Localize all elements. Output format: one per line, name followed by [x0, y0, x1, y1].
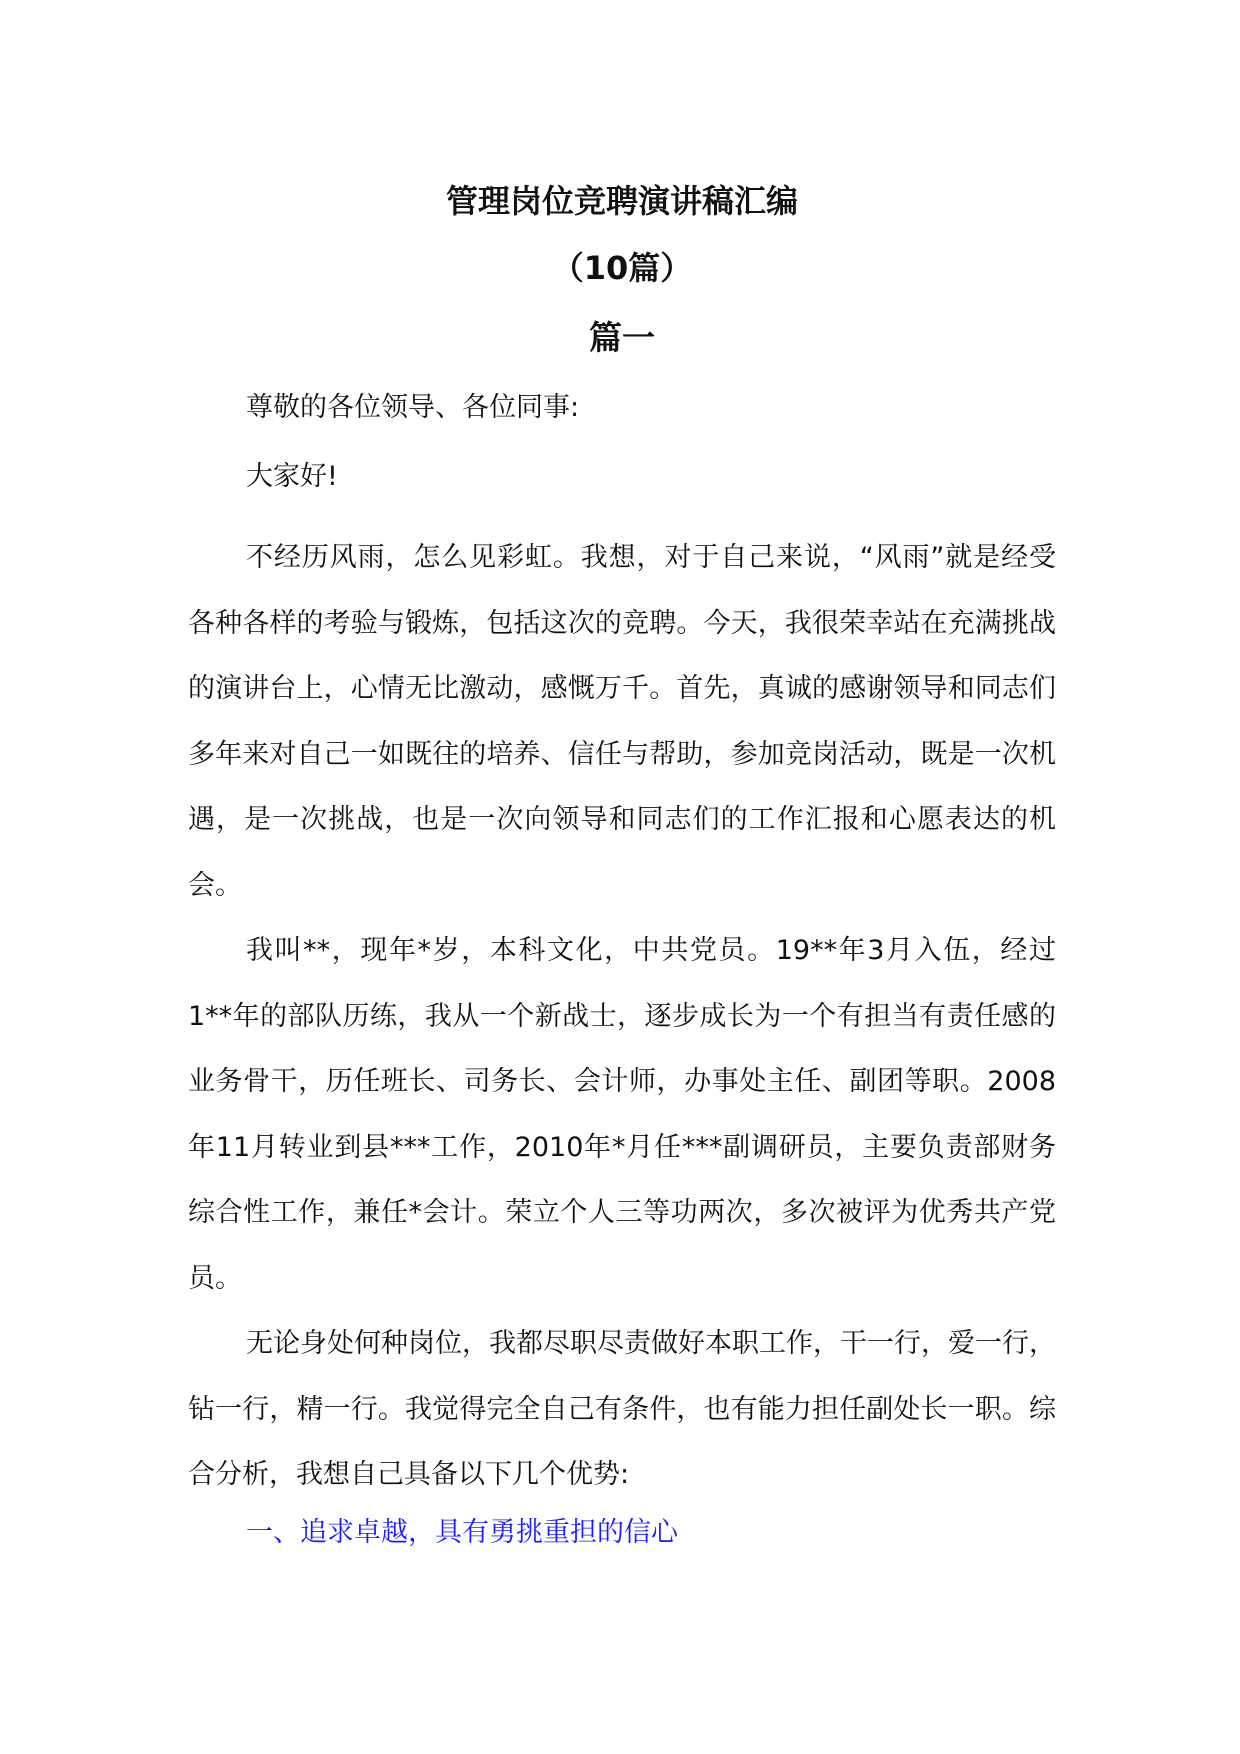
- paragraph-background: 我叫**，现年*岁，本科文化，中共党员。19**年3月入伍，经过1**年的部队历练，我从一个新战士，逐步成长为一个有担当有责任感的业务骨干，历任班长、司务长、会计师，办事处主任、副团等职。2008年11月转业到县***工作，2010年*月任***副调研员，主要负责部财务综合性工作，兼任*会计。荣立个人三等功两次，多次被评为优秀共产党员。: [188, 935, 1056, 1294]
- section-title: 篇一: [589, 318, 655, 357]
- heading-advantage-1[interactable]: 一、追求卓越，具有勇挑重担的信心: [246, 1517, 678, 1548]
- document-subtitle: （10篇）: [551, 249, 693, 287]
- greeting: 大家好!: [246, 461, 338, 492]
- document-title: 管理岗位竞聘演讲稿汇编: [445, 182, 798, 220]
- paragraph-advantages: 无论身处何种岗位，我都尽职尽责做好本职工作，干一行，爱一行，钻一行，精一行。我觉得完全自己有条件，也有能力担任副处长一职。综合分析，我想自己具备以下几个优势:: [188, 1328, 1056, 1490]
- paragraph-intro: 不经历风雨，怎么见彩虹。我想，对于自己来说，“风雨”就是经受各种各样的考验与锻炼，包括这次的竞聘。今天，我很荣幸站在充满挑战的演讲台上，心情无比激动，感慨万千。首先，真诚的感谢领导和同志们多年来对自己一如既往的培养、信任与帮助，参加竞岗活动，既是一次机遇，是一次挑战，也是一次向领导和同志们的工作汇报和心愿表达的机会。: [188, 542, 1056, 901]
- salutation: 尊敬的各位领导、各位同事:: [246, 392, 580, 423]
